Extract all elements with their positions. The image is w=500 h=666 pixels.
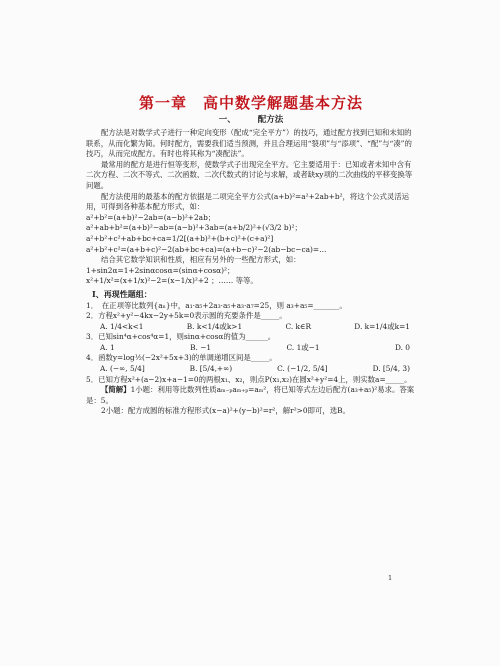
option-a: A. (−∞, 5/4] xyxy=(100,364,145,374)
section-heading xyxy=(86,114,416,126)
formula-1: a²+b²=(a+b)²−2ab=(a−b)²+2ab； xyxy=(86,212,216,222)
option-c: C. 1或−1 xyxy=(286,342,320,352)
formula-5: 1+sin2α=1+2sinαcosα=(sinα+cosα)²； xyxy=(86,265,235,275)
formula-4: a²+b²+c²=(a+b+c)²−2(ab+bc+ca)=(a+b−c)²−2(ab−bc−ca)=… xyxy=(86,244,327,254)
hint-label: 【简解】 xyxy=(101,385,131,395)
page-content xyxy=(86,94,416,417)
practice-title: Ⅰ、再现性题组： xyxy=(92,288,152,299)
option-a: A. 1 xyxy=(100,342,115,352)
hint-line-2: 2小题：配方成圆的标准方程形式(x−a)²+(y−b)²=r²，解r²>0即可，选B。 xyxy=(101,406,350,416)
option-b: B. −1 xyxy=(190,342,212,352)
problem-4-options xyxy=(86,364,416,375)
intro-paragraph-3: 配方法使用的最基本的配方依据是二项完全平方公式(a+b)²=a²+2ab+b²，将这个公式灵活运用，可得到各种基本配方形式，如： xyxy=(86,191,410,212)
problem-3: 3．已知sin⁴α+cos⁴α=1，则sinα+cosα的值为______。 xyxy=(86,332,276,342)
problem-4: 4．函数y=log½(−2x²+5x+3)的单调递增区间是_____。 xyxy=(86,353,277,363)
hint-text-1: 1小题：利用等比数列性质aₘ₋ₚaₘ₊ₚ=aₘ²，将已知等式左边后配方(a₃+a₅)²易求。答案是：5。 xyxy=(86,385,415,405)
section-title: 配方法 xyxy=(257,115,284,125)
option-b: B. k<1/4或k>1 xyxy=(186,321,243,331)
problem-1: 1． 在正项等比数列{aₙ}中，a₁·a₅+2a₃·a₅+a₃·a₇=25，则 a₃+a₅=_______。 xyxy=(86,300,347,310)
option-a: A. 1/4<k<1 xyxy=(100,321,144,331)
option-d: D. k=1/4或k=1 xyxy=(354,321,410,331)
problem-3-options xyxy=(86,343,416,354)
intro-paragraph-2: 最常用的配方是进行恒等变形，使数学式子出现完全平方。它主要适用于：已知或者未知中含有二次方程、二次不等式、二次函数、二次代数式的讨论与求解，或者缺xy项的二次曲线的平移变换等问题。 xyxy=(86,159,413,190)
chapter-title: 第一章 高中数学解题基本方法 xyxy=(138,94,363,112)
formula-note: 结合其它数学知识和性质，相应有另外的一些配方形式，如： xyxy=(101,255,301,265)
option-d: D. [5/4, 3) xyxy=(372,364,410,374)
option-c: C. (−1/2, 5/4] xyxy=(277,364,328,374)
problem-2-options xyxy=(86,322,416,333)
problem-5: 5．已知方程x²+(a−2)x+a−1=0的两根x₁、x₂，则点P(x₁,x₂)在圆x²+y²=4上，则实数a=_____。 xyxy=(86,374,412,384)
hint-line-1 xyxy=(86,385,416,406)
option-c: C. k∈R xyxy=(285,321,312,331)
formula-3: a²+b²+c²+ab+bc+ca=1/2[(a+b)²+(b+c)²+(c+a)²] xyxy=(86,233,274,243)
formula-2: a²+ab+b²=(a+b)²−ab=(a−b)²+3ab=(a+b/2)²+(√3/2 b)²； xyxy=(86,223,302,233)
option-b: B. [5/4,+∞) xyxy=(189,364,233,374)
section-number: 一、 xyxy=(218,115,236,125)
formula-6: x²+1/x²=(x+1/x)²−2=(x−1/x)²+2 ；…… 等等。 xyxy=(86,276,258,286)
intro-paragraph-1: 配方法是对数学式子进行一种定向变形（配成“完全平方”）的技巧，通过配方找到已知和未知的联系，从而化繁为简。何时配方，需要我们适当预测，并且合理运用“裂项”与“添项”、“配”与“凑”的技巧，从而完成配方。有时也将其称为“凑配法”。 xyxy=(86,128,412,159)
page-number: 1 xyxy=(388,574,393,582)
option-d: D. 0 xyxy=(394,342,410,352)
problem-2: 2．方程x²+y²−4kx−2y+5k=0表示圆的充要条件是_____。 xyxy=(86,311,287,321)
